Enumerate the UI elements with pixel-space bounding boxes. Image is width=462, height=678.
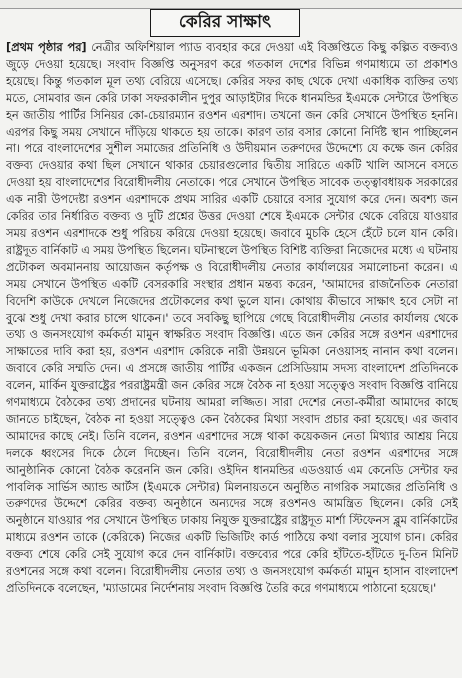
headline-text: কেরির সাক্ষাৎ [178,12,272,32]
page-top-strip [0,0,462,9]
article-paragraph [6,40,458,598]
continued-label: [প্রথম পৃষ্ঠার পর] [6,41,87,54]
headline [150,9,300,37]
article-text: নেত্রীর অফিশিয়াল প্যাড ব্যবহার করে দেওয়া এই বিজ্ঞপ্তিতে কিছু কল্পিত বক্তব্যও জুড়ে দেওয়া হয়েছে। সংবাদ বিজ্ঞপ্তি অনুসরণ করে গতকাল দেশের বিভিন্ন গণমাধ্যমে তা প্রকাশও হয়েছে। কিন্তু গতকাল মূল তথ্য বেরিয়ে এসেছে। কেরির সফর কাছ থেকে দেখা একাধিক ব্যক্তির তথ্য মতে, সোমবার জন কেরি ঢাকা সফরকালীন দুপুর আড়াইটার দিকে ধানমন্ডির ইএমকে সেন্টারে উপস্থিত হন জাতীয় পার্টির সিনিয়র কো-চেয়ারম্যান রওশন এরশাদ। তখনো জন কেরি সেখানে উপস্থিত হননি। এরপর কিছু সময় সেখানে দাঁড়িয়ে থাকতে হয় তাকে। কারণ তার বসার কোনো নির্দিষ্ট স্থান পাচ্ছিলেন না। পরে বাংলাদেশের সুশীল সমাজের প্রতিনিধি ও উদীয়মান তরুণদের উদ্দেশ্যে যে কক্ষে জন কেরির বক্তব্য দেওয়ার কথা ছিল সেখানে থাকার চেয়ারগুলোর দ্বিতীয় সারিতে একটি খালি আসনে বসতে দেওয়া হয় বাংলাদেশের বিরোধীদলীয় নেতাকে। পরে সেখানে উপস্থিত সাবেক তত্ত্বাবধায়ক সরকারের এক নারী উপদেষ্টা রওশন এরশাদকে প্রথম সারির একটি চেয়ারে বসার সুযোগ করে দেন। অবশ্য জন কেরির তার নির্ধারিত বক্তব্য ও দুটি প্রশ্নের উত্তর দেওয়া শেষে ইএমকে সেন্টার থেকে বেরিয়ে যাওয়ার সময় রওশন এরশাদকে শুধু পরিচয় করিয়ে দেওয়া হয়েছে। জবাবে মুচকি হেসে হেঁটে চলে যান কেরি। রাষ্ট্রদূত বার্নিকাট এ সময় উপস্থিত ছিলেন। ঘটনাস্থলে উপস্থিত বিশিষ্ট ব্যক্তিরা নিজেদের মধ্যে এ ঘটনায় প্রটোকল অবমাননায় আয়োজন কর্তৃপক্ষ ও বিরোধীদলীয় নেতার কার্যালয়ের সমালোচনা করেন। এ সময় সেখানে উপস্থিত একটি বেসরকারি সংস্থার প্রধান মন্তব্য করেন, 'আমাদের রাজনৈতিক নেতারা বিদেশি কাউকে দেখলে নিজেদের প্রটোকলের কথা ভুলে যান। কোথায় কীভাবে সাক্ষাৎ হবে সেটা না বুঝে শুধু দেখা করার চান্সে থাকেন।' তবে সবকিছু ছাপিয়ে গেছে বিরোধীদলীয় নেতার কার্যালয় থেকে তথ্য ও জনসংযোগ কর্মকর্তা মামুন স্বাক্ষরিত সংবাদ বিজ্ঞপ্তি। এতে জন কেরির সঙ্গে রওশন এরশাদের সাক্ষাতের দাবি করা হয়, রওশন এরশাদ কেরিকে নারী উন্নয়নে ভূমিকা নেওয়াসহ নানান কথা বলেন। জবাবে কেরি সম্মতি দেন। এ প্রসঙ্গে জাতীয় পার্টির একজন প্রেসিডিয়াম সদস্য বাংলাদেশ প্রতিদিনকে বলেন, মার্কিন যুক্তরাষ্ট্রের পররাষ্ট্রমন্ত্রী জন কেরির সঙ্গে বৈঠক না হওয়া সত্ত্বেও সংবাদ বিজ্ঞপ্তি বানিয়ে গণমাধ্যমে বৈঠকের তথ্য প্রদানের ঘটনায় আমরা লজ্জিত। সারা দেশের নেতা-কর্মীরা আমাদের কাছে জানতে চাইছেন, বৈঠক না হওয়া সত্ত্বেও কেন বৈঠকের মিথ্যা সংবাদ প্রচার করা হয়েছে। এর জবাব আমাদের কাছে নেই। তিনি বলেন, রওশন এরশাদের সঙ্গে থাকা কয়েকজন নেতা মিথ্যার আশ্রয় নিয়ে দলকে ধ্বংসের দিকে ঠেলে দিচ্ছেন। তিনি বলেন, বিরোধীদলীয় নেতা রওশন এরশাদের সঙ্গে আনুষ্ঠানিক কোনো বৈঠক করেননি জন কেরি। ওইদিন ধানমন্ডির এডওয়ার্ড এম কেনেডি সেন্টার ফর পাবলিক সার্ভিস অ্যান্ড আর্টস (ইএমকে সেন্টার) মিলনায়তনে অনুষ্ঠিত নাগরিক সমাজের প্রতিনিধি ও তরুণদের উদ্দেশে কেরির বক্তব্য অনুষ্ঠানে অন্যদের সঙ্গে রওশনও আমন্ত্রিত ছিলেন। কেরি সেই অনুষ্ঠানে যাওয়ার পর সেখানে উপস্থিত ঢাকায় নিযুক্ত যুক্তরাষ্ট্রের রাষ্ট্রদূত মার্শা স্টিফেনস ব্লুম বার্নিকাটের মাধ্যমে রওশন তাকে (কেরিকে) নিজের একটি ভিজিটিং কার্ড পাঠিয়ে কথা বলার সুযোগ চান। কেরির বক্তব্য শেষে কেরি সেই সুযোগ করে দেন বার্নিকাট। বক্তব্যের পরে কেরি হাঁটতে-হাঁটতে দু-তিন মিনিট রওশনের সঙ্গে কথা বলেন। বিরোধীদলীয় নেতার তথ্য ও জনসংযোগ কর্মকর্তা মামুন হাসান বাংলাদেশ প্রতিদিনকে বলেছেন, 'ম্যাডামের নির্দেশনায় সংবাদ বিজ্ঞপ্তি তৈরি করে গণমাধ্যমে পাঠানো হয়েছে।' [6,41,458,595]
article-body [6,40,458,676]
